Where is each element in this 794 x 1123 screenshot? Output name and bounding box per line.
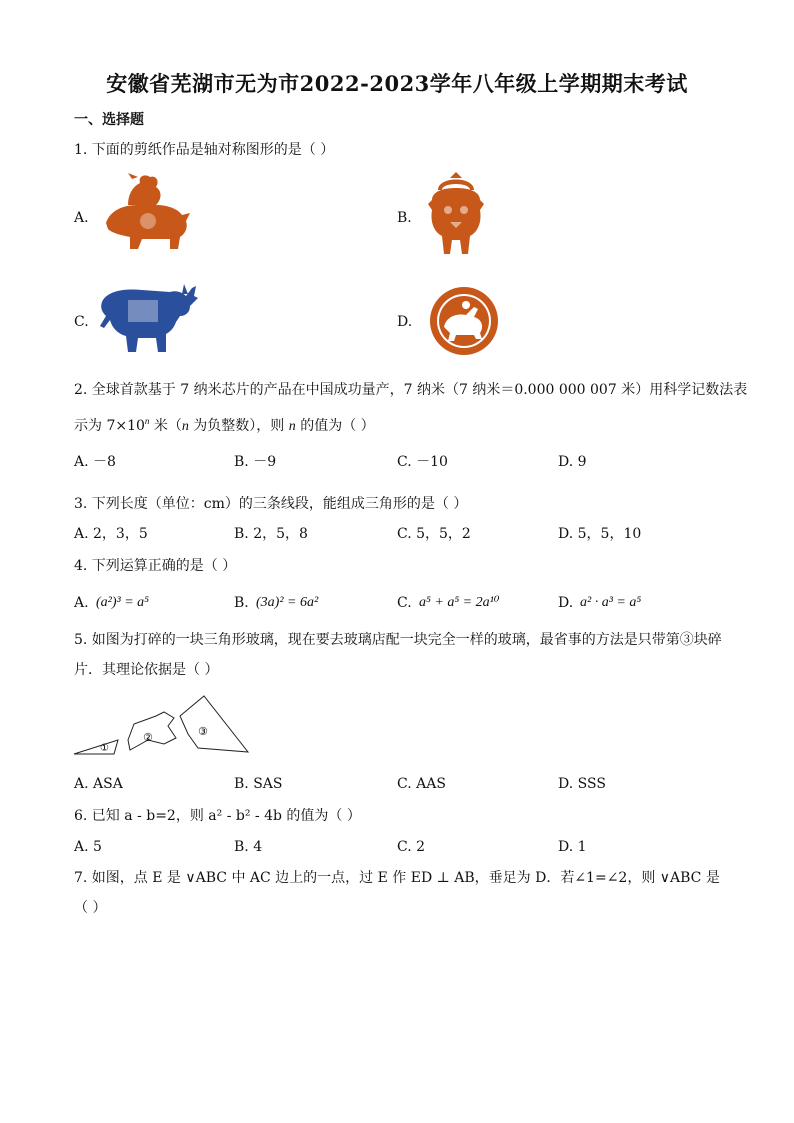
q2-option-a: A. －8: [74, 454, 116, 470]
question-6-stem: 6. 已知 a - b=2，则 a² - b² - 4b 的值为（ ）: [74, 808, 361, 824]
q3-option-a: A. 2，3，5: [74, 526, 148, 542]
q4-option-a-math: (a²)³ = a⁵: [96, 595, 150, 610]
q6-option-d: D. 1: [558, 839, 587, 855]
q2-text-a: 示为 7×10: [74, 418, 145, 434]
question-7-line2: （ ）: [74, 900, 107, 916]
q2-var-n2: n: [288, 419, 296, 434]
q4-option-c-label: C.: [397, 595, 412, 611]
q4-option-b-label: B.: [234, 595, 249, 611]
q2-text-b: 米（: [149, 418, 182, 434]
question-3-stem: 3. 下列长度（单位：cm）的三条线段，能组成三角形的是（ ）: [74, 496, 468, 512]
paper-cut-ox-icon: [98, 282, 200, 356]
q1-option-a-label: A.: [74, 210, 89, 226]
glass-piece-1: [74, 740, 118, 754]
glass-piece-3: [180, 696, 248, 752]
paper-cut-pig-rider-icon: [98, 171, 194, 255]
q4-option-a-label: A.: [74, 595, 89, 611]
q4-option-d-math: a² · a³ = a⁵: [580, 595, 642, 610]
q5-option-b: B. SAS: [234, 776, 283, 792]
q6-option-a: A. 5: [74, 839, 102, 855]
question-5-line1: 5. 如图为打碎的一块三角形玻璃，现在要去玻璃店配一块完全一样的玻璃，最省事的方法是只带第③块碎: [74, 632, 722, 648]
question-5-line2: 片．其理论依据是（ ）: [74, 662, 219, 678]
question-2-line2: [74, 416, 375, 437]
q2-option-c: C. －10: [397, 454, 448, 470]
question-1-stem: 1. 下面的剪纸作品是轴对称图形的是（ ）: [74, 142, 335, 158]
q5-option-a: A. ASA: [74, 776, 123, 792]
question-4-stem: 4. 下列运算正确的是（ ）: [74, 558, 237, 574]
q1-option-d-label: D.: [397, 314, 413, 330]
q3-option-d: D. 5，5，10: [558, 526, 642, 542]
q3-option-b: B. 2，5，8: [234, 526, 308, 542]
q5-option-c: C. AAS: [397, 776, 446, 792]
q2-text-c: 为负整数），则: [188, 418, 289, 434]
piece-2-label: ②: [143, 731, 153, 744]
paper-cut-round-rabbit-icon: [426, 283, 502, 359]
exam-title: 安徽省芜湖市无为市2022-2023学年八年级上学期期末考试: [106, 71, 688, 96]
q4-option-b-math: (3a)² = 6a²: [256, 595, 319, 610]
q4-option-d-label: D.: [558, 595, 574, 611]
piece-3-label: ③: [198, 725, 208, 738]
q5-option-d: D. SSS: [558, 776, 606, 792]
q2-option-d: D. 9: [558, 454, 587, 470]
q6-option-c: C. 2: [397, 839, 426, 855]
section-heading: 一、选择题: [74, 112, 144, 128]
q2-exponent: n: [144, 416, 150, 426]
q2-text-d: 的值为（ ）: [295, 418, 375, 434]
q3-option-c: C. 5，5，2: [397, 526, 471, 542]
question-7-line1: 7. 如图，点 E 是 ∨ABC 中 AC 边上的一点，过 E 作 ED ⊥ AB，垂足为 D．若∠1=∠2，则 ∨ABC 是: [74, 870, 720, 886]
question-2-line1: 2. 全球首款基于 7 纳米芯片的产品在中国成功量产，7 纳米（7 纳米＝0.000 000 007 米）用科学记数法表: [74, 382, 748, 398]
piece-1-label: ①: [100, 743, 109, 754]
q2-var-n: n: [181, 419, 189, 434]
q4-option-c-math: a⁵ + a⁵ = 2a¹⁰: [419, 595, 500, 610]
q1-option-b-label: B.: [397, 210, 412, 226]
q2-option-b: B. －9: [234, 454, 277, 470]
q1-option-c-label: C.: [74, 314, 89, 330]
broken-glass-triangle-diagram: [72, 694, 252, 760]
paper-cut-teapot-pig-icon: [424, 170, 488, 260]
q6-option-b: B. 4: [234, 839, 263, 855]
